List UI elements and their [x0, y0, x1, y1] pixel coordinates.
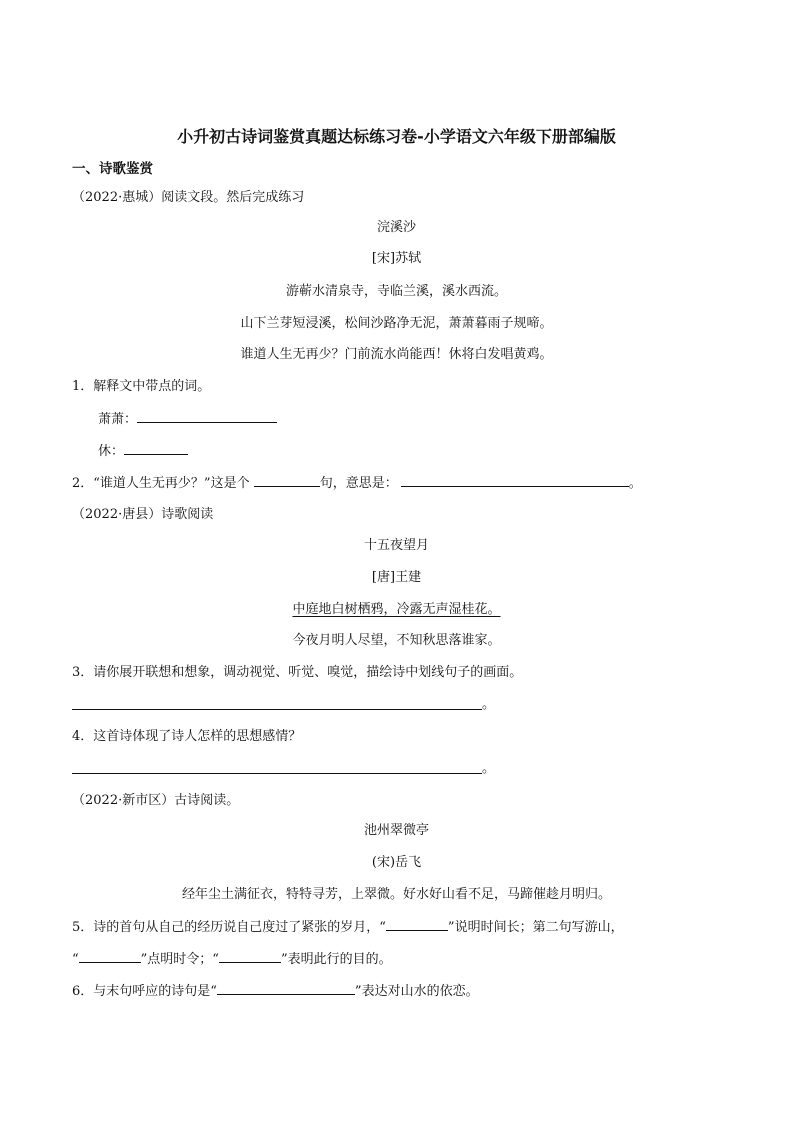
answer-blank[interactable]: [217, 982, 355, 995]
answer-blank[interactable]: [137, 410, 277, 423]
question-5-row-2: [72, 950, 793, 969]
question-5-text-d: ”点明时令；“: [140, 952, 219, 967]
answer-blank[interactable]: [386, 918, 448, 931]
answer-blank[interactable]: [219, 950, 281, 963]
section-heading: 一、诗歌鉴赏: [72, 161, 153, 177]
question-1b-row: [98, 442, 793, 461]
question-1b-label: 休：: [98, 444, 125, 459]
question-6-text-b: ”表达对山水的依恋。: [354, 984, 479, 999]
source-note-2: （2022·唐县）诗歌阅读: [72, 507, 214, 522]
question-5-text-e: ”表明此行的目的。: [280, 952, 392, 967]
answer-line-end: 。: [482, 761, 496, 776]
question-3: 3．请你展开联想和想象，调动视觉、听觉、嗅觉，描绘诗中划线句子的画面。: [72, 665, 523, 680]
answer-blank[interactable]: [79, 950, 141, 963]
question-2-text-b: 句，意思是：: [319, 476, 398, 491]
poem-line: 谁道人生无再少？门前流水尚能西！休将白发唱黄鸡。: [240, 347, 553, 362]
poem-title-2: 十五夜望月: [363, 538, 429, 553]
poem-line: 经年尘土满征衣，特特寻芳，上翠微。好水好山看不足，马蹄催趁月明归。: [181, 887, 611, 902]
question-1a-row: [98, 410, 793, 429]
poem-line: 今夜月明人尽望，不知秋思落谁家。: [292, 633, 501, 648]
answer-blank[interactable]: [254, 474, 320, 487]
poem-title-1: 浣溪沙: [376, 220, 416, 235]
poem-author-1: [宋]苏轼: [371, 251, 422, 266]
poem-author-3: (宋)岳飞: [371, 855, 422, 870]
answer-line[interactable]: [72, 773, 482, 774]
poem-line: 游蕲水清泉寺，寺临兰溪，溪水西流。: [285, 284, 507, 299]
question-2-end: 。: [628, 476, 642, 491]
question-5-text-a: 5．诗的首句从自己的经历说自己度过了紧张的岁月，“: [72, 920, 386, 935]
answer-line[interactable]: [72, 709, 482, 710]
question-4: 4．这首诗体现了诗人怎样的思想感情？: [72, 729, 302, 744]
source-note-1: （2022·惠城）阅读文段。然后完成练习: [72, 190, 305, 205]
question-1a-label: 萧萧：: [98, 412, 138, 427]
question-6-row: [72, 982, 793, 1001]
underlined-poem-line: 中庭地白树栖鸦，冷露无声湿桂花。: [292, 602, 501, 617]
page-title: 小升初古诗词鉴赏真题达标练习卷-小学语文六年级下册部编版: [177, 127, 616, 146]
answer-line-end: 。: [482, 697, 496, 712]
question-1: 1．解释文中带点的词。: [72, 379, 211, 394]
poem-line: 山下兰芽短浸溪，松间沙路净无泥，萧萧暮雨子规啼。: [240, 316, 553, 331]
question-2-text-a: 2．“谁道人生无再少？”这是个: [72, 476, 250, 491]
poem-title-3: 池州翠微亭: [363, 823, 429, 838]
question-5-text-c: “: [72, 952, 79, 967]
answer-blank[interactable]: [124, 442, 188, 455]
poem-author-2: [唐]王建: [371, 570, 422, 585]
poem-line-underlined: [0, 601, 793, 619]
question-6-text-a: 6．与末句呼应的诗句是“: [72, 984, 217, 999]
answer-blank[interactable]: [401, 474, 629, 487]
source-note-3: （2022·新市区）古诗阅读。: [72, 793, 240, 808]
question-2-row: [72, 474, 793, 493]
question-5-row-1: [72, 918, 793, 937]
question-5-text-b: ”说明时间长；第二句写游山，: [447, 920, 624, 935]
